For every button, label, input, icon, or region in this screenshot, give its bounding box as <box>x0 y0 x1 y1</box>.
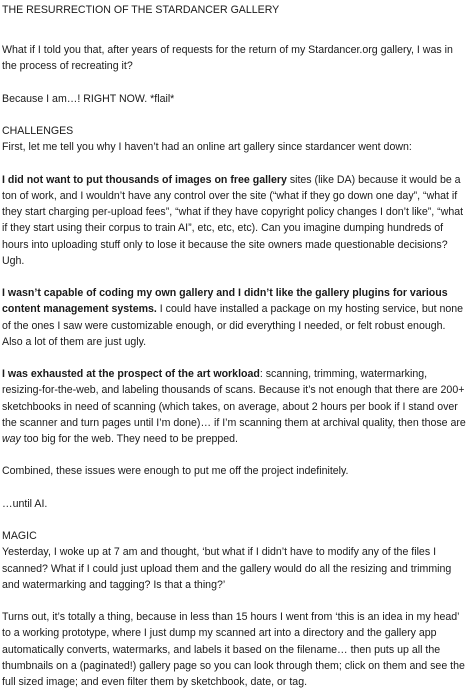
document-title: THE RESURRECTION OF THE STARDANCER GALLERY <box>2 4 280 16</box>
challenge-item-workload <box>2 366 468 447</box>
challenge-item-bold: I did not want to put thousands of images on free gallery <box>2 173 287 186</box>
challenges-section <box>2 123 468 155</box>
challenge-item-coding <box>2 285 468 350</box>
magic-heading: MAGIC <box>2 530 37 543</box>
challenge-item-text: sites (like DA) because it would be a ton of work, and I wouldn’t have any control over the site (“what if they go down one day”, “what if they start charging per-upload fees”, “what if they have copyright policy changes I don’t like”, “what if they start using their corpus to train AI”, etc, etc, etc). Can you imagine dumping hundreds of hours into uploading stuff only to lose it because the site owners made questionable decisions? Ugh. <box>2 173 464 267</box>
combined-paragraph: Combined, these issues were enough to put me off the project indefinitely. <box>2 465 349 478</box>
challenge-item-text-end: too big for the web. They need to be prepped. <box>20 433 238 445</box>
intro-paragraph: What if I told you that, after years of requests for the return of my Stardancer.org gallery, I was in the process of recreating it? <box>2 44 453 73</box>
magic-section <box>2 528 468 593</box>
challenge-item-bold: I was exhausted at the prospect of the art workload <box>2 368 260 381</box>
now-paragraph: Because I am…! RIGHT NOW. *flail* <box>2 92 175 105</box>
emphasis-word: way <box>2 433 21 445</box>
challenge-item-free-gallery <box>2 172 468 269</box>
until-ai-paragraph: …until AI. <box>2 497 48 510</box>
challenge-item-text: : scanning, trimming, watermarking, resizing-for-the-web, and labeling thousands of scans. Because it’s not enough that there are 200+ sketchbooks in need of scanning (which takes, on average, about 2 hours per book if I stand over the scanner and turn pages until I’m done)… if I’m scanning them at archival quality, then those are <box>2 368 466 429</box>
magic-paragraph-2: Turns out, it’s totally a thing, because in less than 15 hours I went from ‘this is an idea in my head’ to a working prototype, where I just dump my scanned art into a directory and the gallery app automatically converts, watermarks, and labels it based on the filename… then puts up all the thumbnails on a (paginated!) gallery page so you can look through them; click on them and see the full sized image; and even filter them by sketchbook, date, or tag. <box>2 611 465 688</box>
challenges-lead: First, let me tell you why I haven’t had an online art gallery since stardancer went down: <box>2 141 412 154</box>
magic-paragraph-1: Yesterday, I woke up at 7 am and thought, ‘but what if I didn’t have to modify any of the files I scanned? What if I could just upload them and the gallery would do all the resizing and trimming and watermarking and tagging? Is that a thing?’ <box>2 546 452 591</box>
challenge-item-bold: I wasn’t capable of coding my own gallery and I didn’t like the gallery plugins for various content management systems. <box>2 287 448 316</box>
challenges-heading: CHALLENGES <box>2 125 74 138</box>
challenge-item-text: I could have installed a package on my hosting service, but none of the ones I saw were customizable enough, or did everything I needed, or felt robust enough. Also a lot of them are just ugly. <box>2 303 464 348</box>
